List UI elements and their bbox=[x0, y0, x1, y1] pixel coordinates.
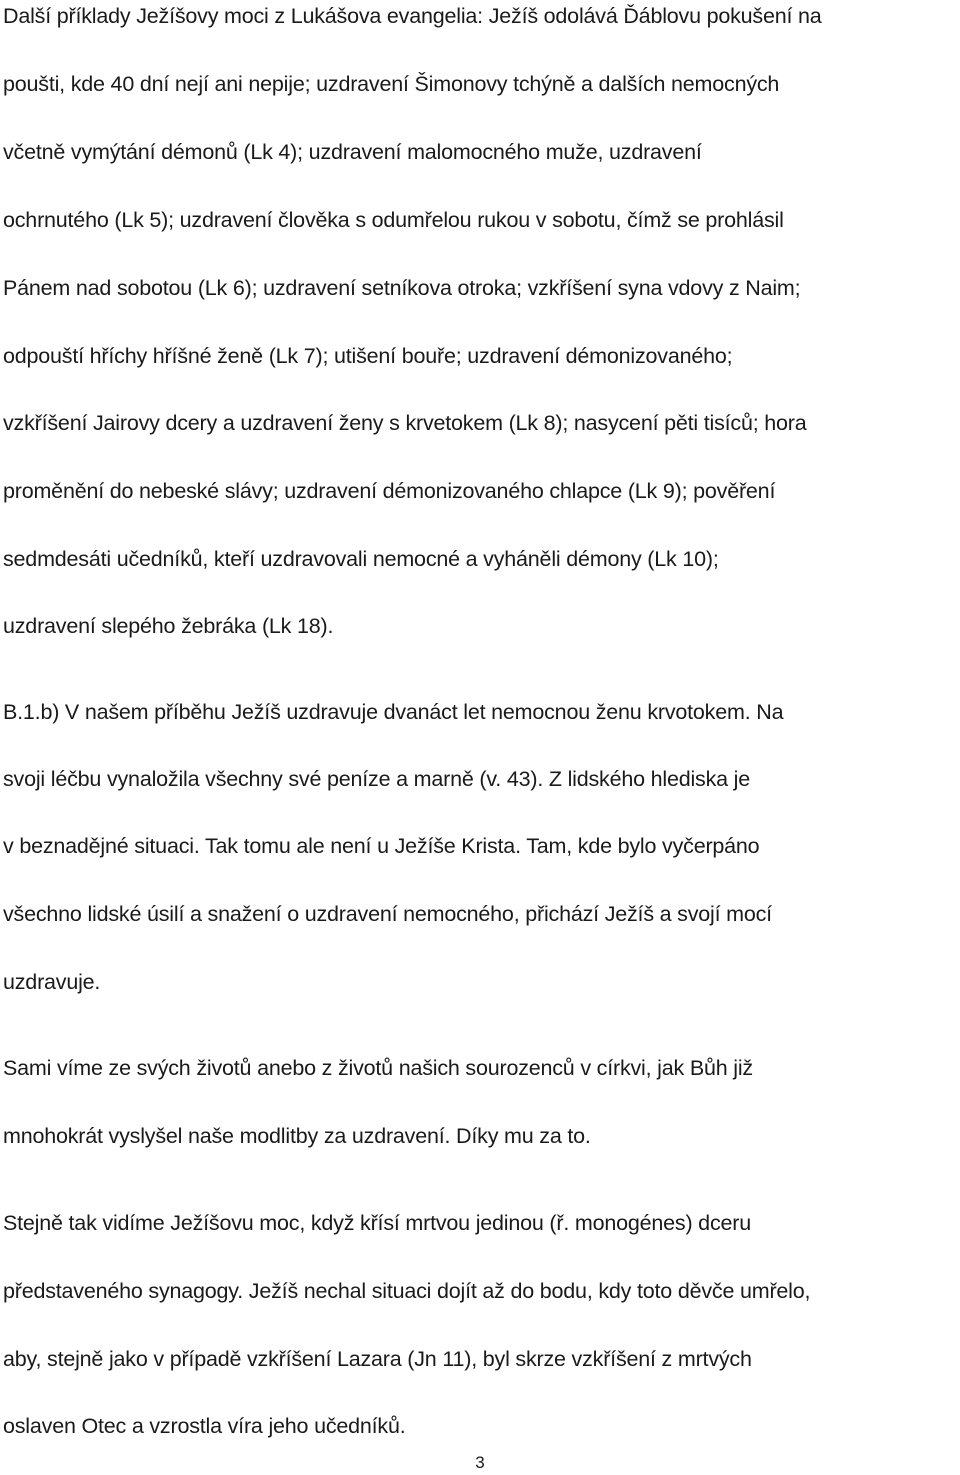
text-line: Sami víme ze svých životů anebo z životů našich sourozenců v církvi, jak Bůh již bbox=[3, 1056, 753, 1080]
text-line: vzkříšení Jairovy dcery a uzdravení ženy s krvetokem (Lk 8); nasycení pěti tisíců; hora bbox=[3, 411, 807, 435]
text-line: včetně vymýtání démonů (Lk 4); uzdravení malomocného muže, uzdravení bbox=[3, 140, 702, 164]
text-line: ochrnutého (Lk 5); uzdravení člověka s odumřelou rukou v sobotu, čímž se prohlásil bbox=[3, 208, 784, 232]
text-line: oslaven Otec a vzrostla víra jeho učedníků. bbox=[3, 1414, 406, 1438]
text-line: odpouští hříchy hříšné ženě (Lk 7); utišení bouře; uzdravení démonizovaného; bbox=[3, 344, 733, 368]
text-line: uzdravuje. bbox=[3, 970, 101, 994]
text-line: Stejně tak vidíme Ježíšovu moc, když křísí mrtvou jedinou (ř. monogénes) dceru bbox=[3, 1211, 751, 1235]
text-line: aby, stejně jako v případě vzkříšení Lazara (Jn 11), byl skrze vzkříšení z mrtvých bbox=[3, 1347, 752, 1371]
text-line: představeného synagogy. Ježíš nechal situaci dojít až do bodu, kdy toto děvče umřelo, bbox=[3, 1279, 811, 1303]
text-line: svoji léčbu vynaložila všechny své peníze a marně (v. 43). Z lidského hlediska je bbox=[3, 767, 751, 791]
text-line: uzdravení slepého žebráka (Lk 18). bbox=[3, 614, 334, 638]
text-line: v beznadějné situaci. Tak tomu ale není u Ježíše Krista. Tam, kde bylo vyčerpáno bbox=[3, 834, 760, 858]
text-line: Další příklady Ježíšovy moci z Lukášova evangelia: Ježíš odolává Ďáblovu pokušení na bbox=[3, 4, 822, 28]
text-line: mnohokrát vyslyšel naše modlitby za uzdravení. Díky mu za to. bbox=[3, 1124, 591, 1148]
text-line: Pánem nad sobotou (Lk 6); uzdravení setníkova otroka; vzkříšení syna vdovy z Naim; bbox=[3, 276, 801, 300]
text-line: proměnění do nebeské slávy; uzdravení démonizovaného chlapce (Lk 9); pověření bbox=[3, 479, 776, 503]
text-line: všechno lidské úsilí a snažení o uzdravení nemocného, přichází Ježíš a svojí mocí bbox=[3, 902, 772, 926]
text-line: sedmdesáti učedníků, kteří uzdravovali nemocné a vyháněli démony (Lk 10); bbox=[3, 547, 719, 571]
text-line: poušti, kde 40 dní nejí ani nepije; uzdravení Šimonovy tchýně a dalších nemocných bbox=[3, 72, 780, 96]
page-number: 3 bbox=[475, 1453, 485, 1472]
text-line: B.1.b) V našem příběhu Ježíš uzdravuje dvanáct let nemocnou ženu krvotokem. Na bbox=[3, 700, 784, 724]
